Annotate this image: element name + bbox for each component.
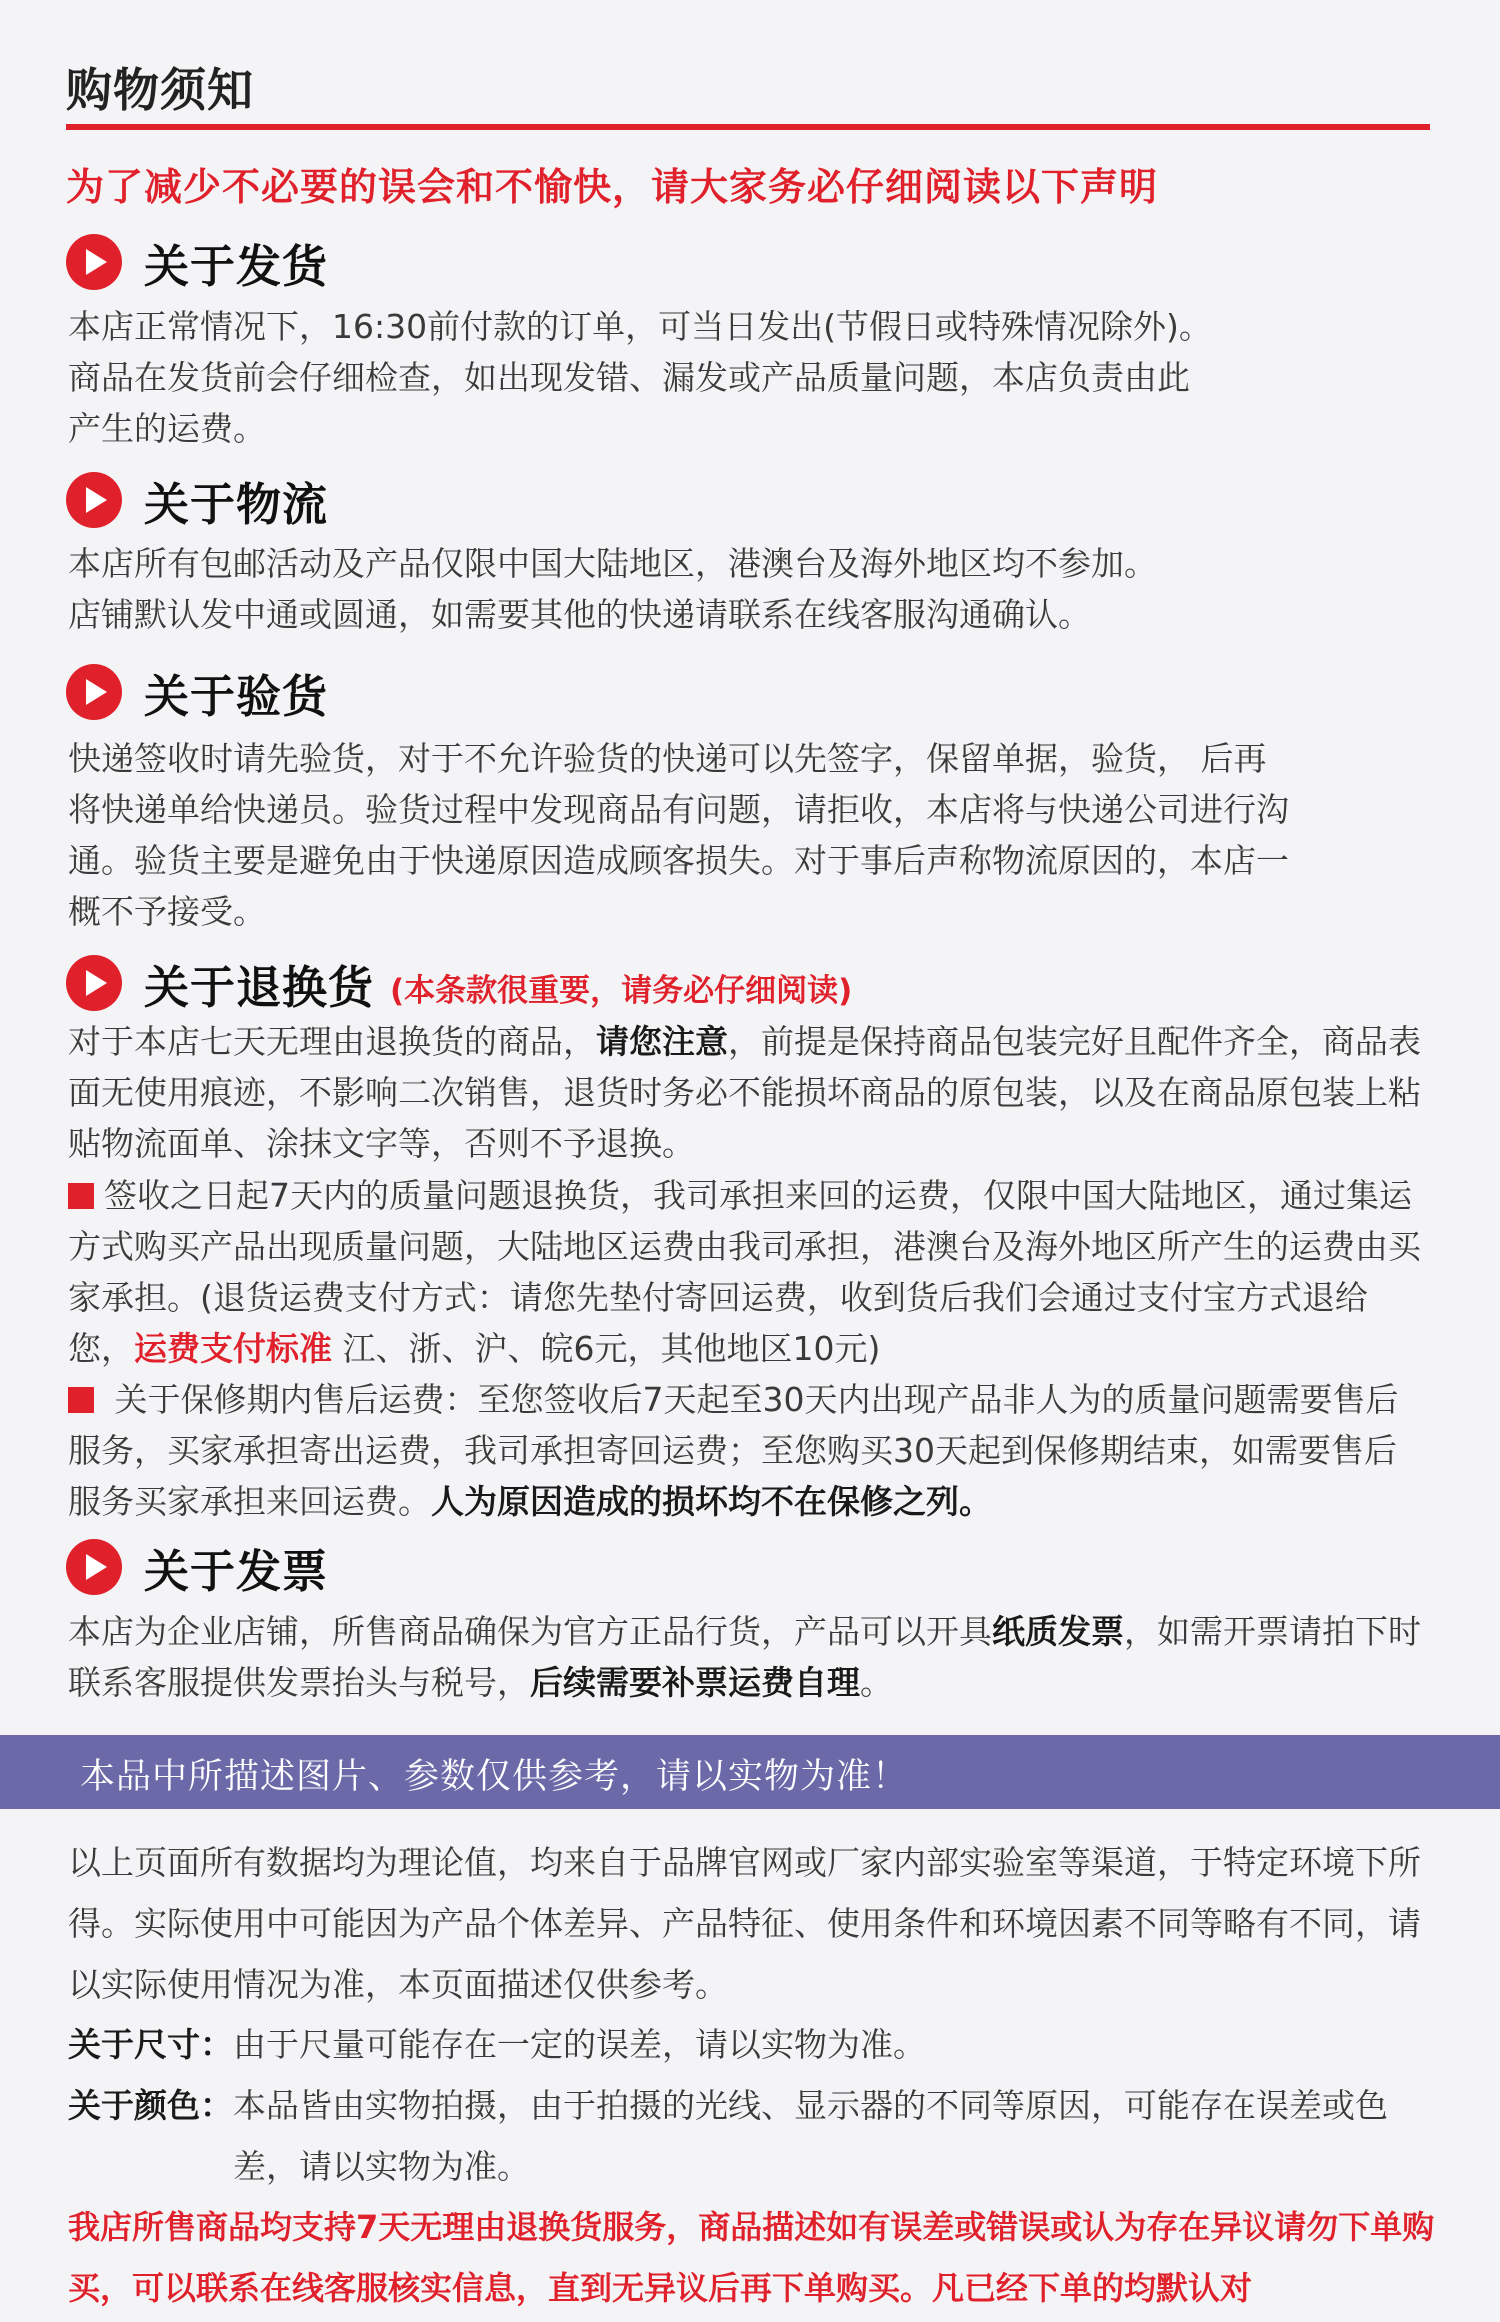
play-icon <box>66 472 122 528</box>
banner-text: 本品中所描述图片、参数仅供参考，请以实物为准！ <box>80 1757 909 1797</box>
quality-text: 签收之日起7天内的质量问题退换货，我司承担来回的运费，仅限中国大陆地区，通过集运方式购买产品出现质量问题，大陆地区运费由我司承担，港澳台及海外地区所产生的运费由买家承担。(退货运费支付方式：请您先垫付寄回运费，收到货后我们会通过支付宝方式退给您， <box>68 1176 1421 1368</box>
returns-text: ，前提是保持商品包装完好且配件齐全，商品表面无使用痕迹，不影响二次销售，退货时务必不能损坏商品的原包装，以及在商品原包装上粘贴物流面单、涂抹文字等，否则不予退换。 <box>68 1022 1421 1163</box>
text-line: 通。验货主要是避免由于快递原因造成顾客损失。对于事后声称物流原因的，本店一 <box>68 841 1289 880</box>
section-title-logistics: 关于物流 <box>144 477 329 531</box>
invoice-text <box>68 1606 1428 1708</box>
warranty-shipping-text <box>68 1374 1428 1527</box>
size-label: 关于尺寸： <box>68 2025 233 2064</box>
return-policy-footer: 我店所售商品均支持7天无理由退换货服务，商品描述如有误差或错误或认为存在异议请勿下单购买，可以联系在线客服核实信息，直到无异议后再下单购买。凡已经下单的均默认对 <box>68 2208 1435 2307</box>
page-title: 购物须知 <box>66 63 254 117</box>
shipping-text <box>68 301 1428 454</box>
text-line: 将快递单给快递员。验货过程中发现商品有问题，请拒收，本店将与快递公司进行沟 <box>68 790 1289 829</box>
play-icon <box>66 664 122 720</box>
quality-return-text <box>68 1170 1428 1374</box>
invoice-text-part: ，如需开票请拍下时联系客服提供发票抬头与税号， <box>68 1612 1421 1702</box>
play-icon <box>66 234 122 290</box>
section-header-returns <box>66 953 852 1013</box>
text-line: 概不予接受。 <box>68 892 266 931</box>
returns-policy-text <box>68 1016 1428 1169</box>
paper-invoice: 纸质发票 <box>992 1612 1124 1651</box>
returns-text: 对于本店七天无理由退换货的商品， <box>68 1022 596 1061</box>
red-square-bullet <box>68 1183 94 1209</box>
fee-text: 江、浙、沪、皖6元，其他地区10元) <box>332 1329 881 1368</box>
text-line: 本店正常情况下，16:30前付款的订单，可当日发出(节假日或特殊情况除外)。 <box>68 307 1212 346</box>
reference-banner <box>0 1735 1500 1809</box>
color-label: 关于颜色： <box>68 2086 233 2125</box>
section-header-invoice <box>66 1537 328 1597</box>
play-icon <box>66 1539 122 1595</box>
data-disclaimer: 以上页面所有数据均为理论值，均来自于品牌官网或厂家内部实验室等渠道，于特定环境下所得。实际使用中可能因为产品个体差异、产品特征、使用条件和环境因素不同等略有不同，请以实际使用情况为准，本页面描述仅供参考。 <box>68 1843 1421 2004</box>
warranty-exclusion: 人为原因造成的损坏均不在保修之列。 <box>431 1482 992 1521</box>
color-note <box>68 2075 1448 2197</box>
section-title-inspection: 关于验货 <box>144 669 329 723</box>
section-header-shipping <box>66 232 328 292</box>
section-header-inspection <box>66 662 328 722</box>
section-title-invoice: 关于发票 <box>144 1544 329 1598</box>
size-note <box>68 2014 1448 2075</box>
size-text: 由于尺量可能存在一定的误差，请以实物为准。 <box>233 2025 926 2064</box>
section-title-returns: 关于退换货 <box>144 960 375 1014</box>
section-header-logistics <box>66 470 328 530</box>
intro-notice: 为了减少不必要的误会和不愉快，请大家务必仔细阅读以下声明 <box>66 165 1159 209</box>
warranty-text: 关于保修期内售后运费：至您签收后7天起至30天内出现产品非人为的质量问题需要售后服务，买家承担寄出运费，我司承担寄回运费；至您购买30天起到保修期结束，如需要售后服务买家承担来回运费。 <box>68 1380 1399 1521</box>
text-line: 店铺默认发中通或圆通，如需要其他的快递请联系在线客服沟通确认。 <box>68 595 1091 634</box>
title-divider <box>66 124 1430 130</box>
red-square-bullet <box>68 1387 94 1413</box>
section-title-shipping: 关于发货 <box>144 239 329 293</box>
reissue-fee-note: 后续需要补票运费自理 <box>530 1663 860 1702</box>
logistics-text <box>68 538 1428 640</box>
play-icon <box>66 955 122 1011</box>
text-line: 快递签收时请先验货，对于不允许验货的快递可以先签字，保留单据，验货， 后再 <box>68 739 1267 778</box>
returns-emphasis: 请您注意 <box>596 1022 728 1061</box>
inspection-text <box>68 733 1428 937</box>
shipping-fee-standard: 运费支付标准 <box>134 1329 332 1368</box>
invoice-text-part: 。 <box>860 1663 893 1702</box>
text-line: 产生的运费。 <box>68 409 266 448</box>
text-line: 商品在发货前会仔细检查，如出现发错、漏发或产品质量问题，本店负责由此 <box>68 358 1190 397</box>
returns-important-note: (本条款很重要，请务必仔细阅读) <box>390 972 853 1009</box>
text-line: 本店所有包邮活动及产品仅限中国大陆地区，港澳台及海外地区均不参加。 <box>68 544 1157 583</box>
color-text: 本品皆由实物拍摄，由于拍摄的光线、显示器的不同等原因，可能存在误差或色差，请以实物为准。 <box>233 2086 1388 2186</box>
invoice-text-part: 本店为企业店铺，所售商品确保为官方正品行货，产品可以开具 <box>68 1612 992 1651</box>
